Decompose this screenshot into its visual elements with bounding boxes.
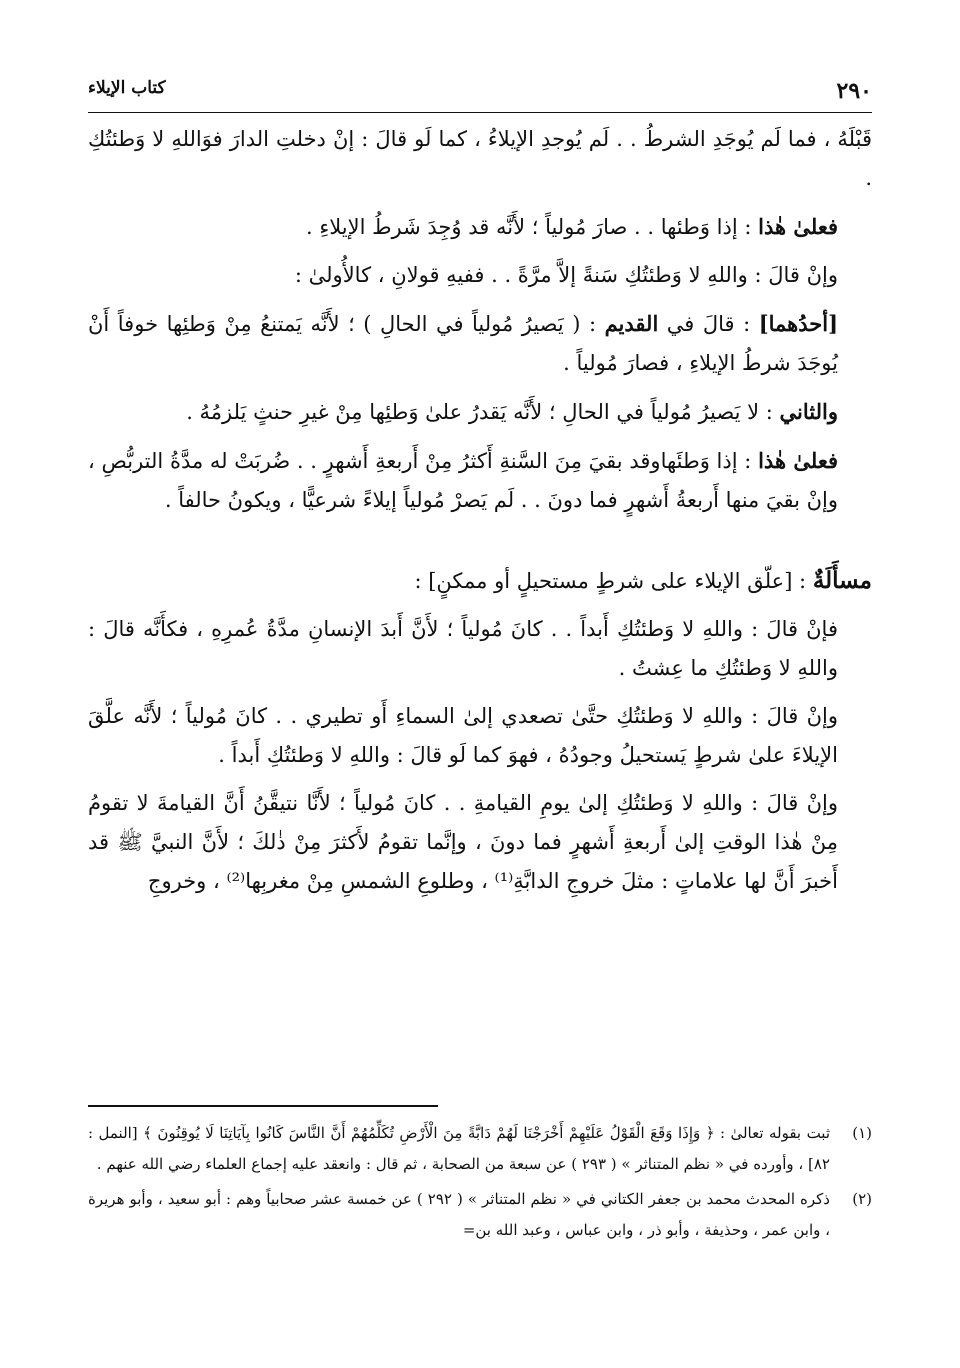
footnote-separator bbox=[88, 1105, 438, 1107]
paragraph-8: وإنْ قالَ : واللهِ لا وَطئتُكِ حتَّىٰ تصعدي إلىٰ السماءِ أَو تطيري . . كانَ مُولياً ؛ لأَنَّه علَّقَ الإيلاءَ علىٰ شرطٍ يَستحيلُ وجودُهُ ، فهوَ كما لَو قالَ : واللهِ لا وَطئتُكِ أَبداً . bbox=[88, 704, 838, 767]
paragraph-1: قَبْلَهُ ، فما لَم يُوجَدِ الشرطُ . . لَم يُوجدِ الإيلاءُ ، كما لَو قالَ : إنْ دخلتِ الدارَ فوَاللهِ لا وَطئتُكِ . bbox=[88, 127, 872, 190]
footnotes bbox=[88, 1118, 872, 1250]
paragraph-4 bbox=[88, 304, 872, 383]
masala-heading bbox=[88, 561, 872, 601]
footnote-2-number: (٢) bbox=[852, 1190, 872, 1208]
paragraph-4-mid: : قالَ في bbox=[658, 312, 759, 336]
page-number: ٢٩٠ bbox=[836, 78, 872, 104]
running-header bbox=[88, 78, 872, 113]
footnote-1-text: ثبت بقوله تعالىٰ : ﴿ وَإِذَا وَقَعَ الْقَوْلُ عَلَيْهِمْ أَخْرَجْنَا لَهُمْ دَابَّةً مِنَ الْأَرْضِ تُكَلِّمُهُمْ أَنَّ النَّاسَ كَانُوا بِآيَاتِنَا لَا يُوقِنُونَ ﴾ [النمل : ٨٢] ، وأورده في « نظم المتناثر » ( ٢٩٣ ) عن سبعة من الصحابة ، ثم قال : وانعقد عليه إجماع العلماء رضي الله عنهم . bbox=[88, 1124, 830, 1173]
paragraph-5 bbox=[88, 392, 872, 432]
paragraph-2 bbox=[88, 207, 872, 247]
main-text bbox=[88, 120, 872, 910]
paragraph-2-lead: فعلىٰ هٰذا bbox=[758, 214, 838, 239]
masala-title: : [علّق الإيلاء على شرطٍ مستحيلٍ أو ممكنٍ] : bbox=[414, 569, 813, 593]
masala-label: مسأَلَةٌ bbox=[812, 567, 872, 594]
footnote-2 bbox=[88, 1184, 872, 1246]
paragraph-4-lead: [أحدُهما] bbox=[758, 311, 839, 336]
paragraph-4-bold: القديم bbox=[604, 311, 659, 336]
paragraph-2-text: : إذا وَطئها . . صارَ مُولياً ؛ لأَنَّه قد وُجِدَ شَرطُ الإيلاءِ . bbox=[306, 215, 759, 239]
book-title: كتاب الإيلاء bbox=[88, 78, 166, 98]
paragraph-6 bbox=[88, 441, 872, 520]
paragraph-9: وإنْ قالَ : واللهِ لا وَطئتُكِ إلىٰ يومِ القيامةِ . . كانَ مُولياً ؛ لأَنَّا نتيقَّنُ أَنَّ القيامةَ لا تقومُ مِنْ هٰذا الوقتِ إلىٰ أَربعةِ أَشهرٍ فما دونَ ، وإنَّما تقومُ لأَكثرَ مِنْ ذٰلكَ ؛ لأَنَّ النبيَّ ﷺ قد أَخبرَ أَنَّ لها علاماتٍ : مثلَ خروجِ الدابَّةِ⁽¹⁾ ، وطلوعِ الشمسِ مِنْ مغربِها⁽²⁾ ، وخروجِ bbox=[88, 791, 838, 893]
paragraph-7: فإنْ قالَ : واللهِ لا وَطئتُكِ أَبداً . . كانَ مُولياً ؛ لأَنَّ أَبدَ الإنسانِ مدَّةُ عُمرِهِ ، فكأَنَّه قالَ : واللهِ لا وَطئتُكِ ما عِشتُ . bbox=[88, 617, 838, 680]
paragraph-5-lead: والثاني bbox=[779, 399, 838, 424]
paragraph-4-text: : ( يَصيرُ مُولياً في الحالِ ) ؛ لأَنَّه يَمتنعُ مِنْ وَطئِها خوفاً أَنْ يُوجَدَ شرطُ الإيلاءِ ، فصارَ مُولياً . bbox=[88, 312, 838, 375]
footnote-1 bbox=[88, 1118, 872, 1180]
paragraph-3: وإنْ قالَ : واللهِ لا وَطئتُكِ سَنةً إلاَّ مرَّةً . . ففيهِ قولانِ ، كالأُولىٰ : bbox=[294, 263, 838, 287]
paragraph-6-text: : إذا وَطئَهاوقد بقيَ مِنَ السَّنةِ أَكثرُ مِنْ أَربعةِ أَشهرٍ . . ضُربَتْ له مدَّةُ التربُّصِ ، وإنْ بقيَ منها أَربعةُ أَشهرٍ فما دونَ . . لَم يَصرْ مُولياً إيلاءً شرعيًّا ، ويكونُ حالفاً . bbox=[88, 449, 838, 512]
paragraph-5-text: : لا يَصيرُ مُولياً في الحالِ ؛ لأَنَّه يَقدرُ علىٰ وَطئِها مِنْ غيرِ حنثٍ يَلزمُهُ . bbox=[186, 400, 780, 424]
footnote-2-text: ذكره المحدث محمد بن جعفر الكتاني في « نظم المتناثر » ( ٢٩٢ ) عن خمسة عشر صحابياً وهم : أبو سعيد ، وأبو هريرة ، وابن عمر ، وحذيفة ، وأبو ذر ، وابن عباس ، وعبد الله بن= bbox=[88, 1190, 830, 1239]
footnote-1-number: (١) bbox=[852, 1124, 872, 1142]
paragraph-6-lead: فعلىٰ هٰذا bbox=[758, 448, 839, 473]
